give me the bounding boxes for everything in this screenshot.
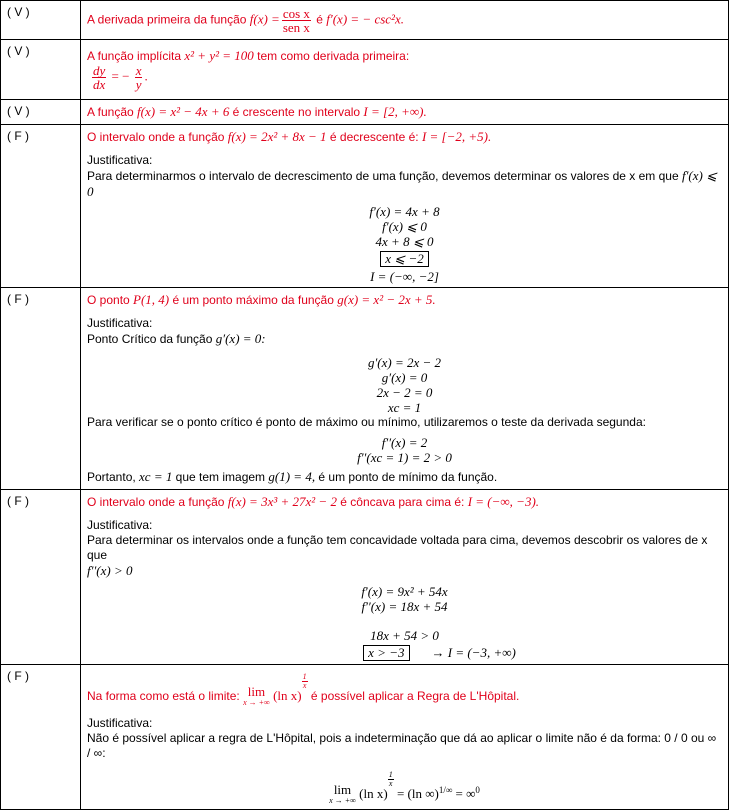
answer-label: ( V )	[1, 40, 81, 100]
statement-cell	[81, 125, 729, 288]
answer-label: ( F )	[1, 665, 81, 810]
statement: O intervalo onde a função f(x) = 3x³ + 27x² − 2 é côncava para cima é: I = (−∞, −3).	[87, 494, 540, 509]
statement: O intervalo onde a função f(x) = 2x² + 8x − 1 é decrescente é: I = [−2, +5).	[87, 129, 492, 144]
fraction: $\frac{\text{cos x}}{\text{sen x}}$	[282, 6, 310, 35]
statement-cell	[81, 100, 729, 125]
derivative-formula: $\frac{dy}{dx}$ = − $\frac{x}{y}$ .	[93, 63, 148, 92]
table-row	[1, 1, 729, 40]
statement: A função implícita x² + y² = 100 tem como derivada primeira:	[87, 48, 410, 63]
answer-label: ( V )	[1, 100, 81, 125]
justification: Justificativa: Para determinarmos o intervalo de decrescimento de uma função, devemos determinar os valores de x em que f′(x) ⩽ 0	[87, 153, 717, 199]
statement-cell	[81, 40, 729, 100]
justification: Justificativa: Não é possível aplicar a regra de L'Hôpital, pois a indeterminação que dá ao aplicar o limite não é da forma: 0 / 0 ou ∞ / ∞:	[87, 715, 717, 760]
table-row	[1, 40, 729, 100]
table-row	[1, 100, 729, 125]
statement-cell	[81, 288, 729, 490]
table-row	[1, 288, 729, 490]
derivation-steps: f′(x) = 4x + 8 f′(x) ⩽ 0 4x + 8 ⩽ 0 x ⩽ −2 I = (−∞, −2]	[369, 204, 440, 284]
table-row	[1, 665, 729, 810]
derivation-steps: f′(x) = 9x² + 54x f′′(x) = 18x + 54 18x + 54 > 0 x > −3 → I = (−3, +∞)	[361, 584, 516, 660]
statement: A função f(x) = x² − 4x + 6 é crescente no intervalo I = [2, +∞).	[87, 104, 427, 119]
second-derivative-steps: f′′(x) = 2 f′′(xc = 1) = 2 > 0	[357, 435, 452, 465]
answer-label: ( F )	[1, 288, 81, 490]
answer-label: ( F )	[1, 490, 81, 665]
statement: Na forma como está o limite: lim x → +∞ (ln x) $\frac{1}{x}$ é possível aplicar a Regra de L'Hôpital.	[87, 672, 520, 707]
justification: Justificativa: Ponto Crítico da função g′(x) = 0:	[87, 316, 266, 346]
answer-label: ( V )	[1, 1, 81, 40]
boxed-result: x > −3	[363, 645, 409, 661]
justification: Justificativa: Para determinar os intervalos onde a função tem concavidade voltada para cima, devemos descobrir os valores de x que f′′(x) > 0	[87, 518, 708, 578]
derivation-steps: g′(x) = 2x − 2 g′(x) = 0 2x − 2 = 0 xc = 1	[367, 355, 442, 415]
table-row	[1, 490, 729, 665]
statement: O ponto P(1, 4) é um ponto máximo da função g(x) = x² − 2x + 5.	[87, 292, 436, 307]
boxed-result: x ⩽ −2	[380, 251, 428, 267]
table-row	[1, 125, 729, 288]
statement-cell	[81, 1, 729, 40]
second-derivative-text: Para verificar se o ponto crítico é ponto de máximo ou mínimo, utilizaremos o teste da derivada segunda:	[87, 415, 646, 429]
limit-evaluation: lim x → +∞ (ln x) $\frac{1}{x}$ = (ln ∞)$^{1/\infty}$ = ∞$^0$	[329, 769, 480, 805]
statement-cell	[81, 490, 729, 665]
statement: A derivada primeira da função f(x) = $\frac{\text{cos x}}{\text{sen x}}$ é f′(x) = − csc²x.	[87, 6, 404, 35]
conclusion: Portanto, xc = 1 que tem imagem g(1) = 4, é um ponto de mínimo da função.	[87, 469, 498, 484]
answer-label: ( F )	[1, 125, 81, 288]
statement-cell	[81, 665, 729, 810]
